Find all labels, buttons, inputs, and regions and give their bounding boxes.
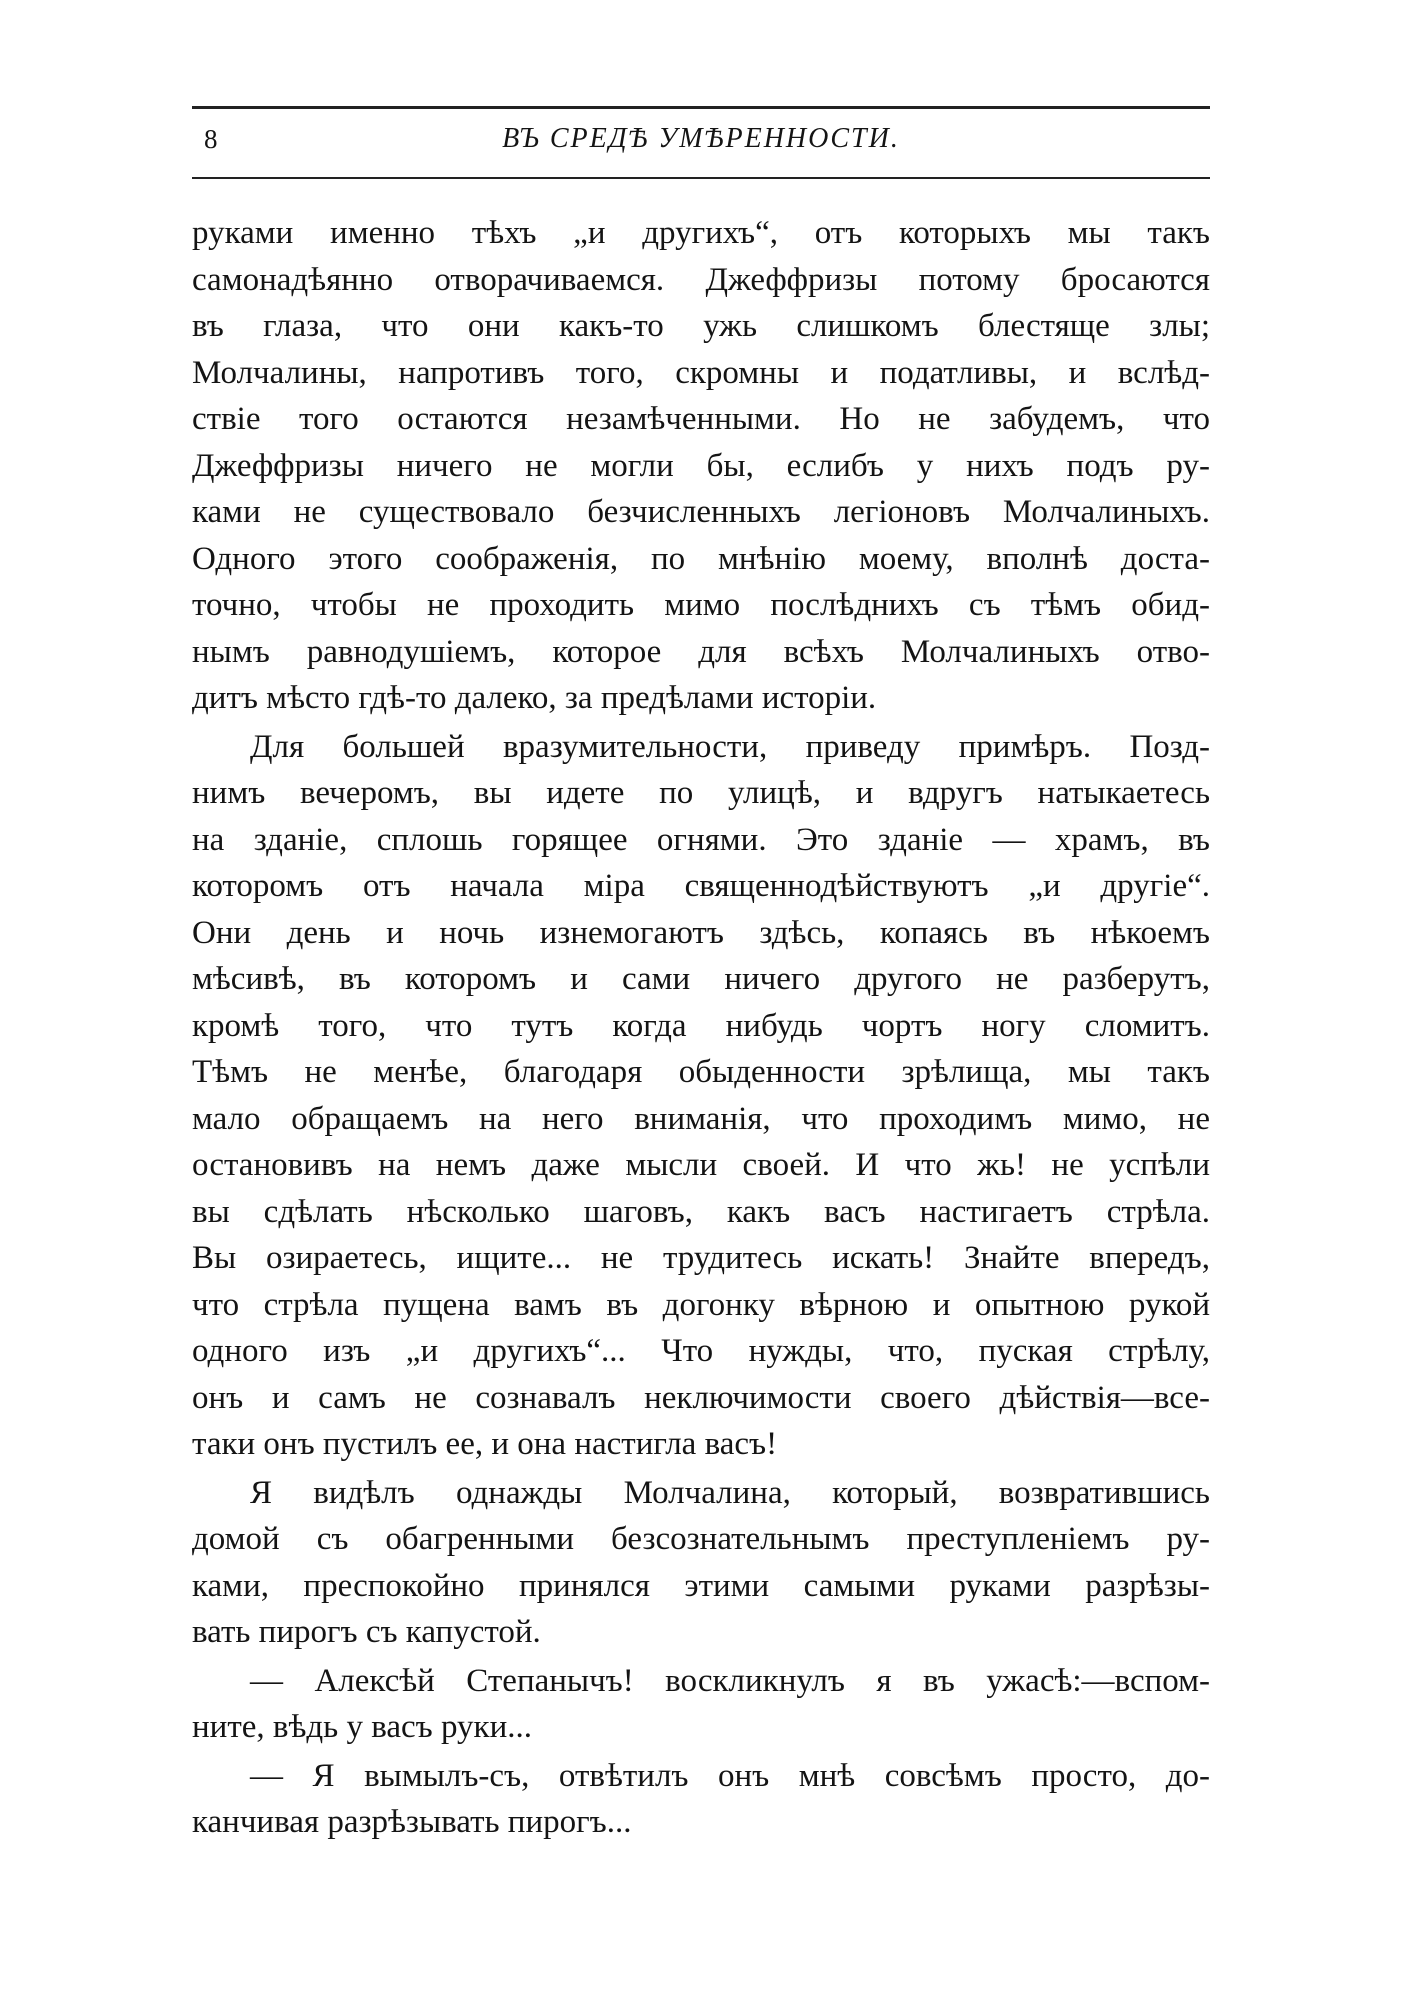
page-header: [192, 106, 1210, 179]
text-line: — Алексѣй Степанычъ! воскликнулъ я въ ужасѣ:—вспом-: [250, 1662, 1210, 1699]
body-text: [192, 210, 1210, 1848]
text-line: онъ и самъ не сознавалъ неключимости своего дѣйствія—все-: [192, 1379, 1210, 1416]
text-line: точно, чтобы не проходить мимо послѣднихъ съ тѣмъ обид-: [192, 587, 1210, 623]
text-line: одного изъ „и другихъ“... Что нужды, что, пуская стрѣлу,: [192, 1333, 1210, 1369]
text-line: въ глаза, что они какъ-то ужь слишкомъ блестяще злы;: [192, 308, 1210, 344]
paragraph-2: [192, 724, 1210, 1468]
text-line: на зданіе, сплошь горящее огнями. Это зданіе — храмъ, въ: [192, 821, 1210, 858]
text-line: ками, преспокойно принялся этими самыми руками разрѣзы-: [192, 1567, 1210, 1604]
text-line: Вы озираетесь, ищите... не трудитесь искать! Знайте впередъ,: [192, 1240, 1210, 1276]
text-line: руками именно тѣхъ „и другихъ“, отъ которыхъ мы такъ: [192, 215, 1210, 251]
text-line: мѣсивѣ, въ которомъ и сами ничего другого не разберутъ,: [192, 961, 1210, 997]
text-line: Они день и ночь изнемогаютъ здѣсь, копаясь въ нѣкоемъ: [192, 914, 1210, 951]
text-line: Тѣмъ не менѣе, благодаря обыденности зрѣлища, мы такъ: [192, 1054, 1210, 1090]
running-head: ВЪ СРЕДѢ УМѢРЕННОСТИ.: [502, 123, 900, 154]
text-line: Я видѣлъ однажды Молчалина, который, возвратившись: [250, 1474, 1210, 1511]
text-line: домой съ обагренными безсознательнымъ преступленіемъ ру-: [192, 1521, 1210, 1557]
text-line: которомъ отъ начала міра священнодѣйствуютъ „и другіе“.: [192, 868, 1210, 904]
text-line: нимъ вечеромъ, вы идете по улицѣ, и вдругъ натыкаетесь: [192, 775, 1210, 811]
paragraph-4: [192, 1658, 1210, 1751]
paragraph-1: [192, 210, 1210, 722]
text-line: мало обращаемъ на него вниманія, что проходимъ мимо, не: [192, 1100, 1210, 1137]
page-number: 8: [204, 124, 218, 154]
text-line: кромѣ того, что тутъ когда нибудь чортъ ногу сломитъ.: [192, 1007, 1210, 1044]
text-line: нымъ равнодушіемъ, которое для всѣхъ Молчалиныхъ отво-: [192, 633, 1210, 670]
text-line: остановивъ на немъ даже мысли своей. И что жь! не успѣли: [192, 1147, 1210, 1183]
text-line: Для большей вразумительности, приведу примѣръ. Позд-: [250, 728, 1210, 765]
text-line: Джеффризы ничего не могли бы, еслибъ у нихъ подъ ру-: [192, 447, 1210, 484]
text-line: дитъ мѣсто гдѣ-то далеко, за предѣлами исторіи.: [192, 680, 877, 716]
text-line: что стрѣла пущена вамъ въ догонку вѣрною и опытною рукой: [192, 1286, 1210, 1323]
text-line: — Я вымылъ-съ, отвѣтилъ онъ мнѣ совсѣмъ просто, до-: [250, 1757, 1210, 1794]
text-line: самонадѣянно отворачиваемся. Джеффризы потому бросаются: [192, 261, 1210, 298]
text-line: ками не существовало безчисленныхъ легіоновъ Молчалиныхъ.: [192, 494, 1210, 530]
text-line: вы сдѣлать нѣсколько шаговъ, какъ васъ настигаетъ стрѣла.: [192, 1193, 1210, 1230]
text-line: Одного этого соображенія, по мнѣнію моему, вполнѣ доста-: [192, 540, 1210, 577]
text-line: канчивая разрѣзывать пирогъ...: [192, 1804, 632, 1840]
text-line: вать пирогъ съ капустой.: [192, 1614, 541, 1650]
text-line: Молчалины, напротивъ того, скромны и податливы, и вслѣд-: [192, 354, 1210, 391]
text-line: таки онъ пустилъ ее, и она настигла васъ!: [192, 1426, 778, 1462]
paragraph-5: [192, 1753, 1210, 1846]
text-line: ните, вѣдь у васъ руки...: [192, 1709, 532, 1745]
paragraph-3: [192, 1470, 1210, 1656]
text-line: ствіе того остаются незамѣченными. Но не забудемъ, что: [192, 401, 1210, 437]
